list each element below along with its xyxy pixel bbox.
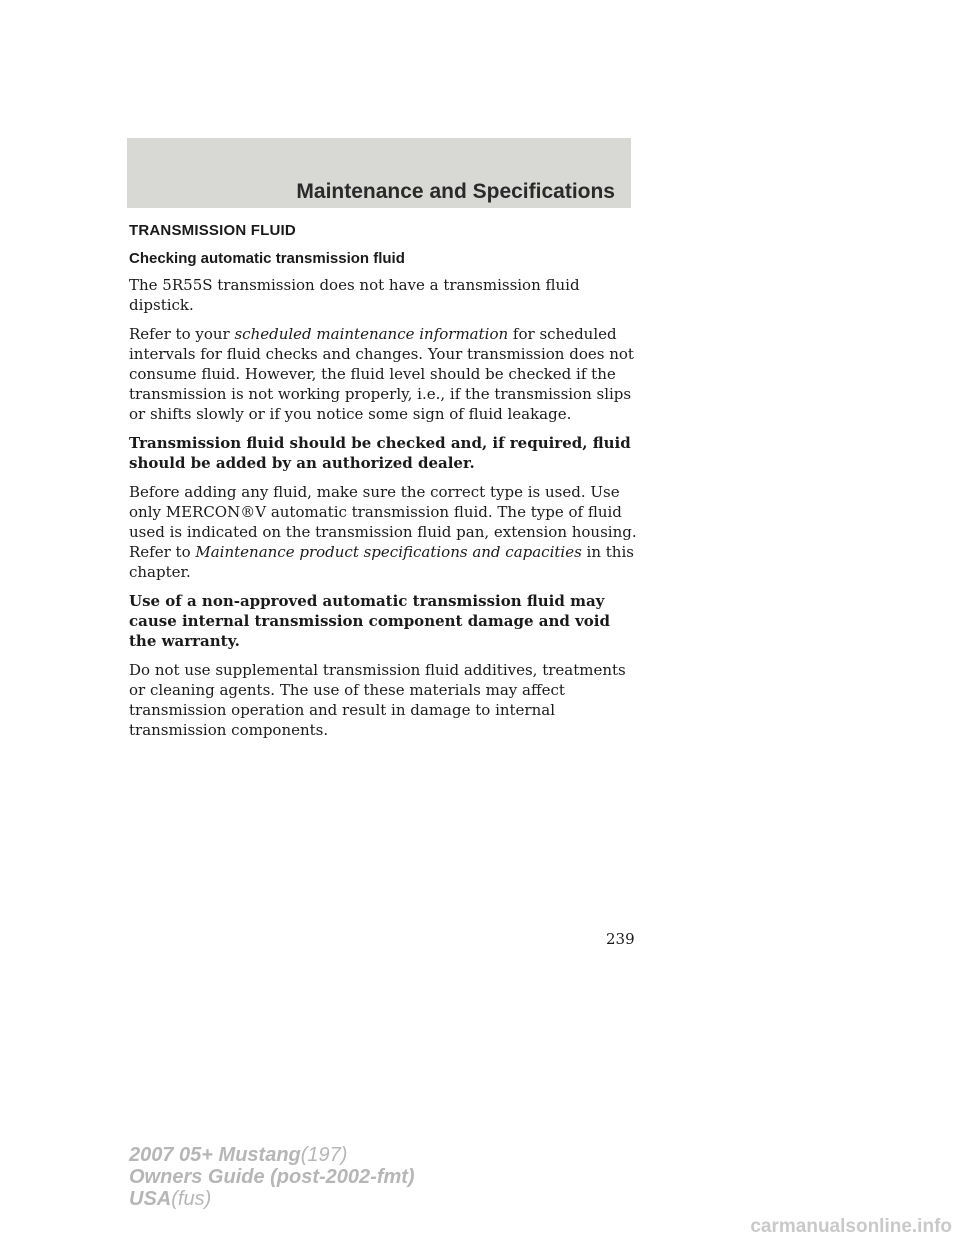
p2-italic-reference: scheduled maintenance information [234,325,509,343]
paragraph-warranty-warning: Use of a non-approved automatic transmission fluid may cause internal transmission component damage and void the warranty. [129,592,610,650]
paragraph-fluid-type [129,482,639,582]
paragraph-additives: Do not use supplemental transmission fluid additives, treatments or cleaning agents. The use of these materials may affect transmission operation and result in damage to internal transmission components. [129,661,626,739]
watermark: carmanualsonline.info [750,1216,952,1237]
footer-model-code: (197) [300,1144,348,1166]
subsection-title: Checking automatic transmission fluid [129,250,405,267]
p4-text-before: Before adding any fluid, make sure the correct type is used. Use only MERCON®V automatic transmission fluid. The type of fluid used is indicated on the transmission fluid pan, extension housing. Refer to [129,483,637,561]
p2-text-after: for scheduled intervals for fluid checks and changes. Your transmission does not consume fluid. However, the fluid level should be checked if the transmission is not working properly, i.e., if the transmission slips or shifts slowly or if you notice some sign of fluid leakage. [129,325,634,423]
footer-market-code: (fus) [171,1188,212,1210]
page-header-title: Maintenance and Specifications [296,180,615,203]
section-title: TRANSMISSION FLUID [129,222,296,239]
main-content [129,222,639,749]
footer-line-3 [129,1188,415,1210]
p4-text-after: in this chapter. [129,543,634,581]
footer-model: 2007 05+ Mustang [129,1144,301,1166]
footer-guide: Owners Guide (post-2002-fmt) [129,1166,415,1188]
footer-line-1 [129,1144,415,1166]
footer-info [129,1144,415,1210]
paragraph-dealer-warning: Transmission fluid should be checked and, if required, fluid should be added by an authorized dealer. [129,434,631,472]
footer-market: USA [129,1188,172,1210]
page-number: 239 [606,930,635,948]
p2-text-before: Refer to your [129,325,235,343]
header-band [127,138,631,208]
paragraph-refer-schedule [129,324,639,424]
paragraph-dipstick: The 5R55S transmission does not have a transmission fluid dipstick. [129,276,580,314]
p4-italic-reference: Maintenance product specifications and capacities [195,543,582,561]
